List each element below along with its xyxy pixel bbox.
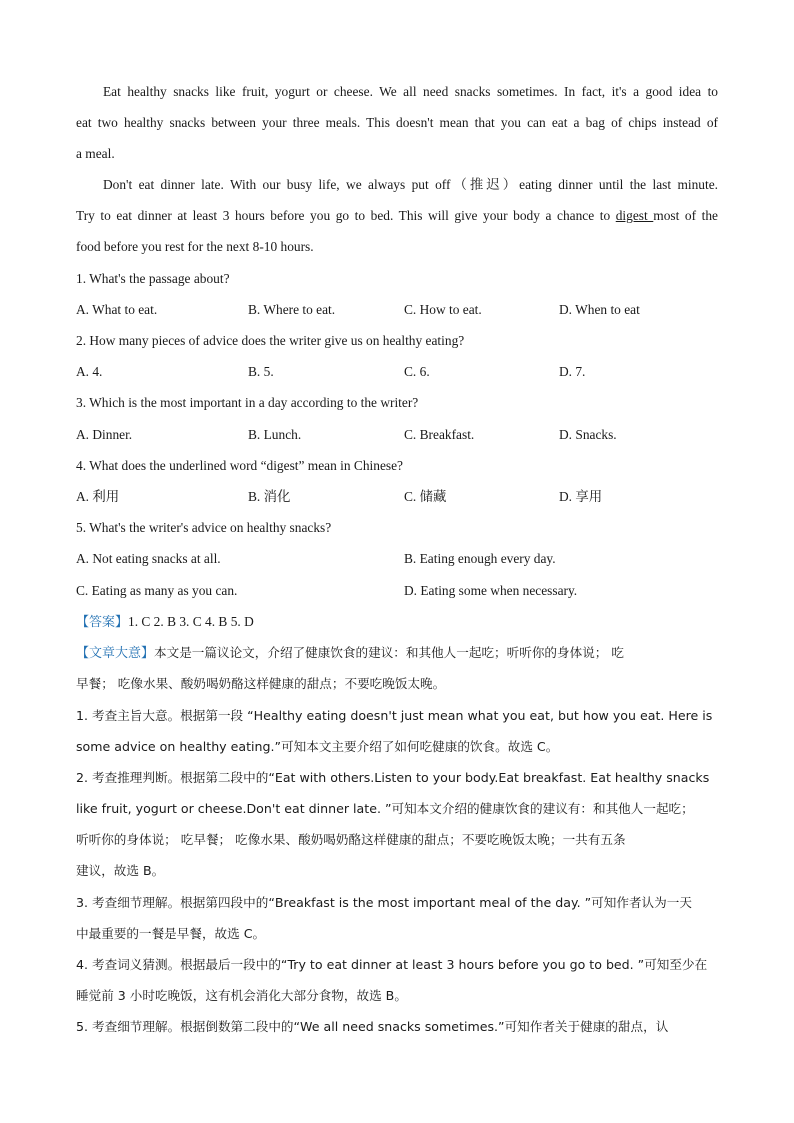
question-1-option-c: C. How to eat. [404,302,482,317]
question-2-stem: 2. How many pieces of advice does the writer give us on healthy eating? [76,333,465,348]
question-4-option-d: D. 享用 [559,489,603,504]
passage-text: Try to eat dinner at least 3 hours before you go to bed. This will give your body a chance to [76,208,616,223]
question-4-stem: 4. What does the underlined word “digest” mean in Chinese? [76,458,403,473]
explanation-4-line-1: 4. 考查词义猜测。根据最后一段中的“Try to eat dinner at least 3 hours before you go to bed. ”可知至少在 [76,957,708,972]
question-5-option-d: D. Eating some when necessary. [404,583,578,598]
question-4-option-b: B. 消化 [248,489,291,504]
passage-paragraph-1-line-1: Eat healthy snacks like fruit, yogurt or cheese. We all need snacks sometimes. In fact, it's a good idea to [103,84,718,99]
passage-text: most of the [653,208,718,223]
passage-paragraph-2-line-3: food before you rest for the next 8-10 hours. [76,239,314,254]
answer-key [76,612,718,633]
question-1-option-b: B. Where to eat. [248,302,336,317]
summary-tag: 【文章大意】 [76,646,155,661]
underlined-word-digest: digest [615,208,654,223]
passage-paragraph-2-line-1: Don't eat dinner late. With our busy life, we always put off（推迟）eating dinner until the last minute. [103,177,718,192]
question-4-option-c: C. 储藏 [404,489,447,504]
explanation-5-line-1: 5. 考查细节理解。根据倒数第二段中的“We all need snacks sometimes.”可知作者关于健康的甜点，认 [76,1019,669,1034]
explanation-2-line-4: 建议，故选 B。 [76,863,165,878]
passage-paragraph-1-line-2: eat two healthy snacks between your three meals. This doesn't mean that you can eat a bag of chips instead of [76,115,718,130]
question-3-option-d: D. Snacks. [559,427,617,442]
answer-tag: 【答案】 [76,615,129,630]
question-3-option-a: A. Dinner. [76,427,133,442]
explanation-3-line-2: 中最重要的一餐是早餐，故选 C。 [76,926,266,941]
question-1-option-a: A. What to eat. [76,302,158,317]
question-5-stem: 5. What's the writer's advice on healthy snacks? [76,520,332,535]
summary-line-2: 早餐； 吃像水果、酸奶喝奶酪这样健康的甜点；不要吃晚饭太晚。 [76,676,446,691]
question-5-option-c: C. Eating as many as you can. [76,583,238,598]
question-3-option-b: B. Lunch. [248,427,302,442]
question-3-stem: 3. Which is the most important in a day according to the writer? [76,395,419,410]
answer-text: 1. C 2. B 3. C 4. B 5. D [128,614,254,629]
question-5-option-a: A. Not eating snacks at all. [76,551,221,566]
explanation-1-line-1: 1. 考查主旨大意。根据第一段 “Healthy eating doesn't just mean what you eat, but how you eat. Here is [76,708,713,723]
question-2-option-a: A. 4. [76,364,103,379]
passage-paragraph-1-line-3: a meal. [76,146,115,161]
passage-paragraph-2-line-2 [76,206,718,226]
question-5-option-b: B. Eating enough every day. [404,551,556,566]
explanation-2-line-1: 2. 考查推理判断。根据第二段中的“Eat with others.Listen to your body.Eat breakfast. Eat healthy snacks [76,770,710,785]
question-2-option-d: D. 7. [559,364,586,379]
summary-text: 本文是一篇议论文，介绍了健康饮食的建议：和其他人一起吃；听听你的身体说； 吃 [154,645,624,660]
question-2-option-c: C. 6. [404,364,430,379]
explanation-3-line-1: 3. 考查细节理解。根据第四段中的“Breakfast is the most important meal of the day. ”可知作者认为一天 [76,895,692,910]
question-1-stem: 1. What's the passage about? [76,271,230,286]
question-4-option-a: A. 利用 [76,489,120,504]
question-3-option-c: C. Breakfast. [404,427,475,442]
explanation-1-line-2: some advice on healthy eating.”可知本文主要介绍了如何吃健康的饮食。故选 C。 [76,739,559,754]
summary-line-1 [76,643,718,664]
explanation-2-line-3: 听听你的身体说； 吃早餐； 吃像水果、酸奶喝奶酪这样健康的甜点；不要吃晚饭太晚；一共有五条 [76,832,626,847]
question-2-option-b: B. 5. [248,364,274,379]
explanation-2-line-2: like fruit, yogurt or cheese.Don't eat dinner late. ”可知本文介绍的健康饮食的建议有：和其他人一起吃； [76,801,694,816]
question-1-option-d: D. When to eat [559,302,640,317]
explanation-4-line-2: 睡觉前 3 小时吃晚饭，这有机会消化大部分食物，故选 B。 [76,988,407,1003]
